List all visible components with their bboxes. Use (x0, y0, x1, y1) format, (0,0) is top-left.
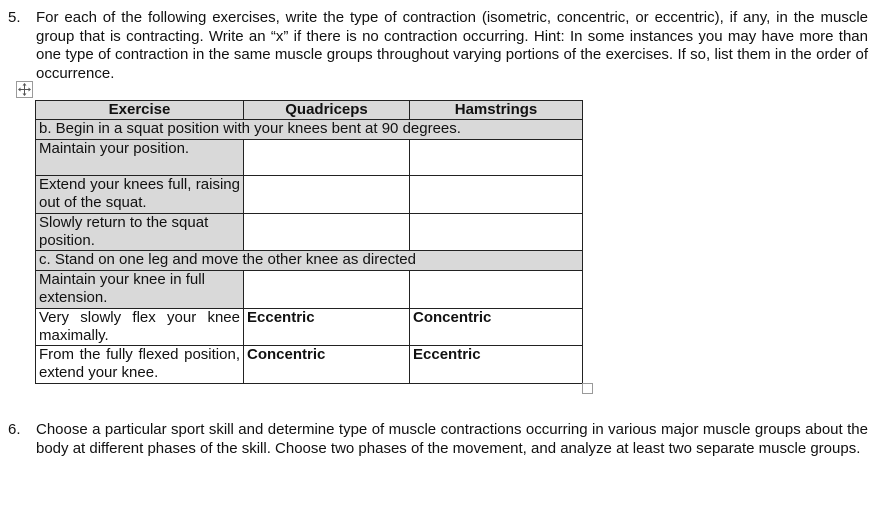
quadriceps-cell[interactable]: Eccentric (244, 309, 410, 346)
question-5-number: 5. (8, 9, 21, 26)
quadriceps-cell[interactable]: Concentric (244, 346, 410, 384)
section-title-c[interactable]: c. Stand on one leg and move the other knee as directed (36, 251, 583, 271)
quadriceps-cell[interactable] (244, 214, 410, 251)
question-6-text: Choose a particular sport skill and determine type of muscle contractions occurring in various major muscle groups about the body at different phases of the skill. Choose two phases of the movement, and analyze at least two separate muscle groups. (36, 421, 868, 457)
section-row-b (36, 120, 583, 140)
hamstrings-cell[interactable] (410, 271, 583, 309)
hamstrings-cell[interactable] (410, 214, 583, 251)
table-row (36, 176, 583, 214)
quadriceps-cell[interactable] (244, 140, 410, 176)
contraction-table (35, 100, 583, 384)
exercise-cell[interactable]: Very slowly flex your knee maximally. (36, 309, 244, 346)
exercise-cell[interactable]: Slowly return to the squat position. (36, 214, 244, 251)
hamstrings-cell[interactable]: Concentric (410, 309, 583, 346)
exercise-cell[interactable]: Maintain your knee in full extension. (36, 271, 244, 309)
table-resize-handle-icon[interactable] (582, 383, 593, 394)
table-row (36, 346, 583, 384)
header-quadriceps: Quadriceps (244, 101, 410, 120)
table-row (36, 140, 583, 176)
hamstrings-cell[interactable] (410, 176, 583, 214)
quadriceps-cell[interactable] (244, 271, 410, 309)
question-6-number: 6. (8, 421, 21, 438)
header-hamstrings: Hamstrings (410, 101, 583, 120)
table-header-row (36, 101, 583, 120)
hamstrings-cell[interactable]: Eccentric (410, 346, 583, 384)
quadriceps-cell[interactable] (244, 176, 410, 214)
table-row (36, 271, 583, 309)
exercise-cell[interactable]: Maintain your position. (36, 140, 244, 176)
exercise-cell[interactable]: From the fully flexed position, extend your knee. (36, 346, 244, 384)
section-row-c (36, 251, 583, 271)
question-5-text: For each of the following exercises, write the type of contraction (isometric, concentric, or eccentric), if any, in the muscle group that is contracting. Write an “x” if there is no contraction occurring. Hint: In some instances you may have more than one type of contraction in the same muscle groups throughout varying portions of the exercises. If so, list them in the order of occurrence. (36, 9, 868, 82)
four-way-arrow-icon (18, 83, 31, 96)
table-row (36, 214, 583, 251)
exercise-cell[interactable]: Extend your knees full, raising out of the squat. (36, 176, 244, 214)
hamstrings-cell[interactable] (410, 140, 583, 176)
table-move-handle-icon[interactable] (16, 81, 33, 98)
section-title-b[interactable]: b. Begin in a squat position with your knees bent at 90 degrees. (36, 120, 583, 140)
table-row (36, 309, 583, 346)
header-exercise: Exercise (36, 101, 244, 120)
